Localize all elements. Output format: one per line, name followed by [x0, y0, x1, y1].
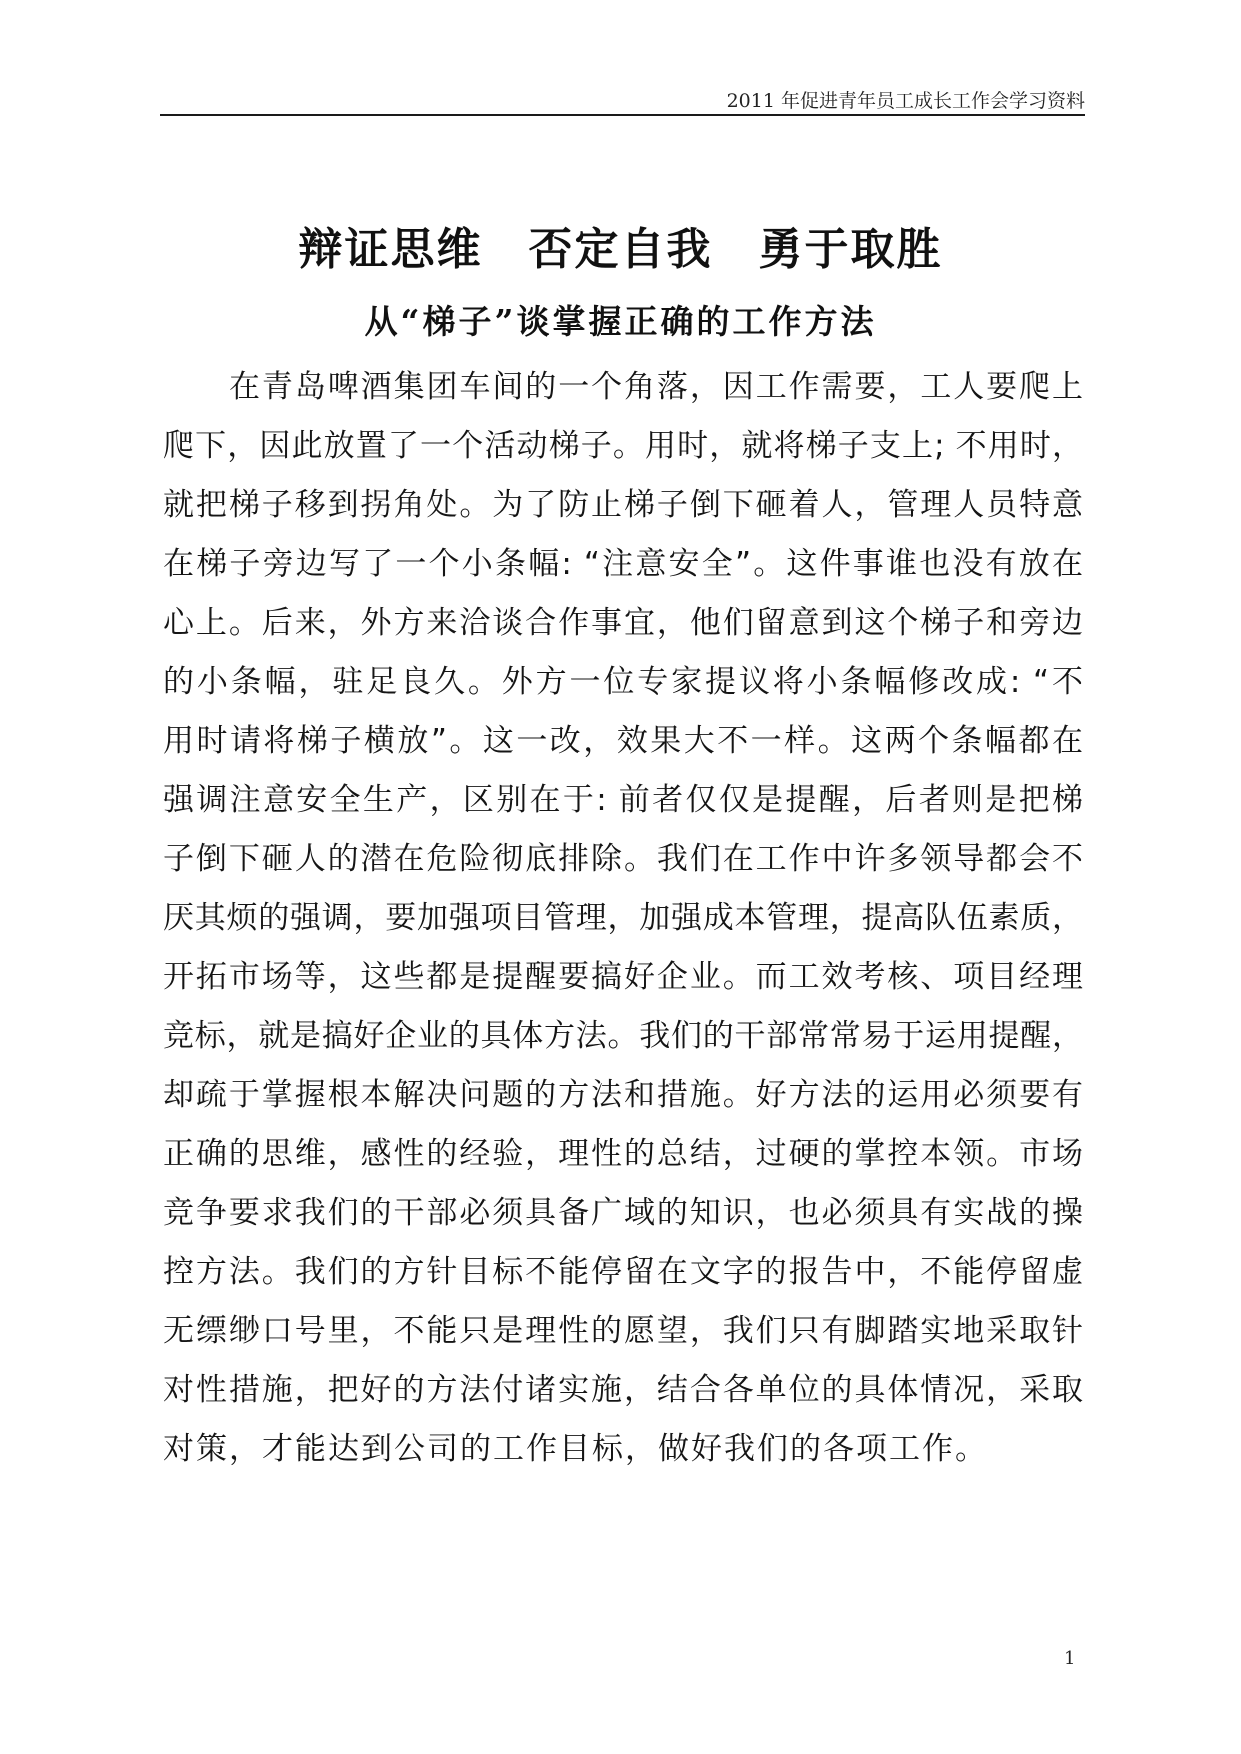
body-line: 对策，才能达到公司的工作目标，做好我们的各项工作。: [163, 1431, 988, 1467]
body-line: 控方法。我们的方针目标不能停留在文字的报告中，不能停留虚: [163, 1254, 1083, 1290]
running-header: [160, 80, 1085, 116]
body-line: 心上。后来，外方来洽谈合作事宜，他们留意到这个梯子和旁边: [163, 605, 1083, 641]
page-number: 1: [1064, 1648, 1076, 1669]
body-line: 用时请将梯子横放”。这一改，效果大不一样。这两个条幅都在: [163, 723, 1083, 759]
body-line: 子倒下砸人的潜在危险彻底排除。我们在工作中许多领导都会不: [163, 841, 1083, 877]
body-line: 正确的思维，感性的经验，理性的总结，过硬的掌控本领。市场: [163, 1136, 1083, 1172]
body-line: 厌其烦的强调，要加强项目管理，加强成本管理，提高队伍素质，: [163, 900, 1083, 936]
body-line: 就把梯子移到拐角处。为了防止梯子倒下砸着人，管理人员特意: [163, 487, 1083, 523]
body-line: 的小条幅，驻足良久。外方一位专家提议将小条幅修改成: “不: [163, 664, 1083, 700]
body-line: 爬下，因此放置了一个活动梯子。用时，就将梯子支上; 不用时，: [163, 428, 1083, 464]
body-line: 无缥缈口号里，不能只是理性的愿望，我们只有脚踏实地采取针: [163, 1313, 1083, 1349]
header-text: 2011 年促进青年员工成长工作会学习资料: [726, 90, 1085, 112]
body-line: 对性措施，把好的方法付诸实施，结合各单位的具体情况，采取: [163, 1372, 1083, 1408]
body-line: 开拓市场等，这些都是提醒要搞好企业。而工效考核、项目经理: [163, 959, 1083, 995]
body-line: 在青岛啤酒集团车间的一个角落，因工作需要，工人要爬上: [229, 369, 1083, 405]
body-line: 却疏于掌握根本解决问题的方法和措施。好方法的运用必须要有: [163, 1077, 1083, 1113]
body-line: 在梯子旁边写了一个小条幅: “注意安全”。这件事谁也没有放在: [163, 546, 1083, 582]
article-body: [163, 358, 1083, 1479]
body-line: 强调注意安全生产，区别在于: 前者仅仅是提醒，后者则是把梯: [163, 782, 1083, 818]
article-title: 辩证思维 否定自我 勇于取胜: [298, 224, 943, 275]
article-subtitle: 从“梯子”谈掌握正确的工作方法: [364, 302, 877, 341]
body-line: 竞争要求我们的干部必须具备广域的知识，也必须具有实战的操: [163, 1195, 1083, 1231]
body-line: 竞标，就是搞好企业的具体方法。我们的干部常常易于运用提醒，: [163, 1018, 1083, 1054]
